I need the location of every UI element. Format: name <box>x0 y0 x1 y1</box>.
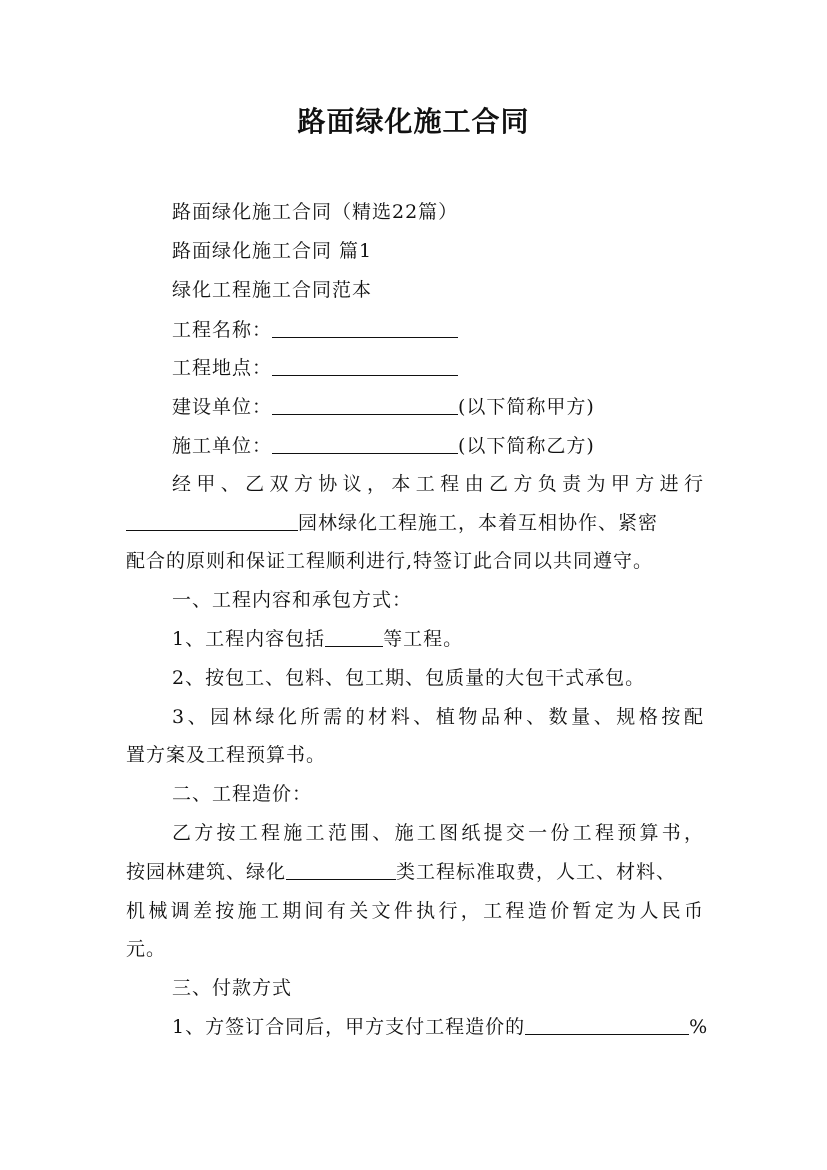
section2-para-line2 <box>126 859 676 885</box>
work-content-blank[interactable] <box>325 626 383 647</box>
builder-blank[interactable] <box>272 394 458 415</box>
section1-item3-line1: 3、园林绿化所需的材料、植物品种、数量、规格按配 <box>172 706 704 728</box>
section1-item3-line2: 置方案及工程预算书。 <box>126 744 327 766</box>
section3-item1 <box>172 1014 708 1040</box>
section2-para-line3: 机械调差按施工期间有关文件执行，工程造价暂定为人民币 <box>126 900 704 922</box>
section1-item1-suffix: 等工程。 <box>383 628 464 650</box>
document-title: 路面绿化施工合同 <box>297 105 530 138</box>
builder-label: 建设单位： <box>172 396 273 418</box>
section1-item1 <box>172 626 463 652</box>
payment-percent-blank[interactable] <box>525 1014 689 1035</box>
section2-para-line1: 乙方按工程施工范围、施工图纸提交一份工程预算书， <box>172 822 704 844</box>
document-subtitle: 路面绿化施工合同（精选22篇） <box>172 201 459 223</box>
section2-para-line2-suffix: 类工程标准取费，人工、材料、 <box>396 861 677 883</box>
section1-item1-prefix: 1、工程内容包括 <box>172 628 326 650</box>
section2-para-line2-prefix: 按园林建筑、绿化 <box>126 861 287 883</box>
intro-line-2 <box>126 510 658 536</box>
contractor-row <box>172 433 595 459</box>
section1-heading: 一、工程内容和承包方式： <box>172 589 413 611</box>
section1-item2: 2、按包工、包料、包工期、包质量的大包干式承包。 <box>172 667 646 689</box>
contractor-suffix: (以下简称乙方) <box>458 435 595 457</box>
intro-line-3: 配合的原则和保证工程顺利进行,特签订此合同以共同遵守。 <box>126 550 654 572</box>
section2-heading: 二、工程造价： <box>172 783 313 805</box>
project-name-label: 工程名称： <box>172 319 273 341</box>
intro-line-2-text: 园林绿化工程施工，本着互相协作、紧密 <box>298 512 659 534</box>
section-heading: 路面绿化施工合同 篇1 <box>172 240 373 262</box>
intro-line-1: 经甲、乙双方协议，本工程由乙方负责为甲方进行 <box>172 473 704 495</box>
section3-item1-suffix: % <box>689 1016 709 1038</box>
contractor-blank[interactable] <box>272 433 458 454</box>
project-name-blank[interactable] <box>272 317 458 338</box>
contractor-label: 施工单位： <box>172 435 273 457</box>
project-site-blank[interactable] <box>272 355 458 376</box>
project-site-row <box>172 355 458 381</box>
section3-heading: 三、付款方式 <box>172 977 293 999</box>
template-name: 绿化工程施工合同范本 <box>172 279 373 301</box>
builder-row <box>172 394 595 420</box>
section3-item1-prefix: 1、方签订合同后，甲方支付工程造价的 <box>172 1016 526 1038</box>
builder-suffix: (以下简称甲方) <box>458 396 595 418</box>
fee-category-blank[interactable] <box>286 859 396 880</box>
project-name-row <box>172 317 458 343</box>
section2-para-line4: 元。 <box>126 938 167 960</box>
project-scope-blank[interactable] <box>126 510 298 531</box>
project-site-label: 工程地点： <box>172 357 273 379</box>
